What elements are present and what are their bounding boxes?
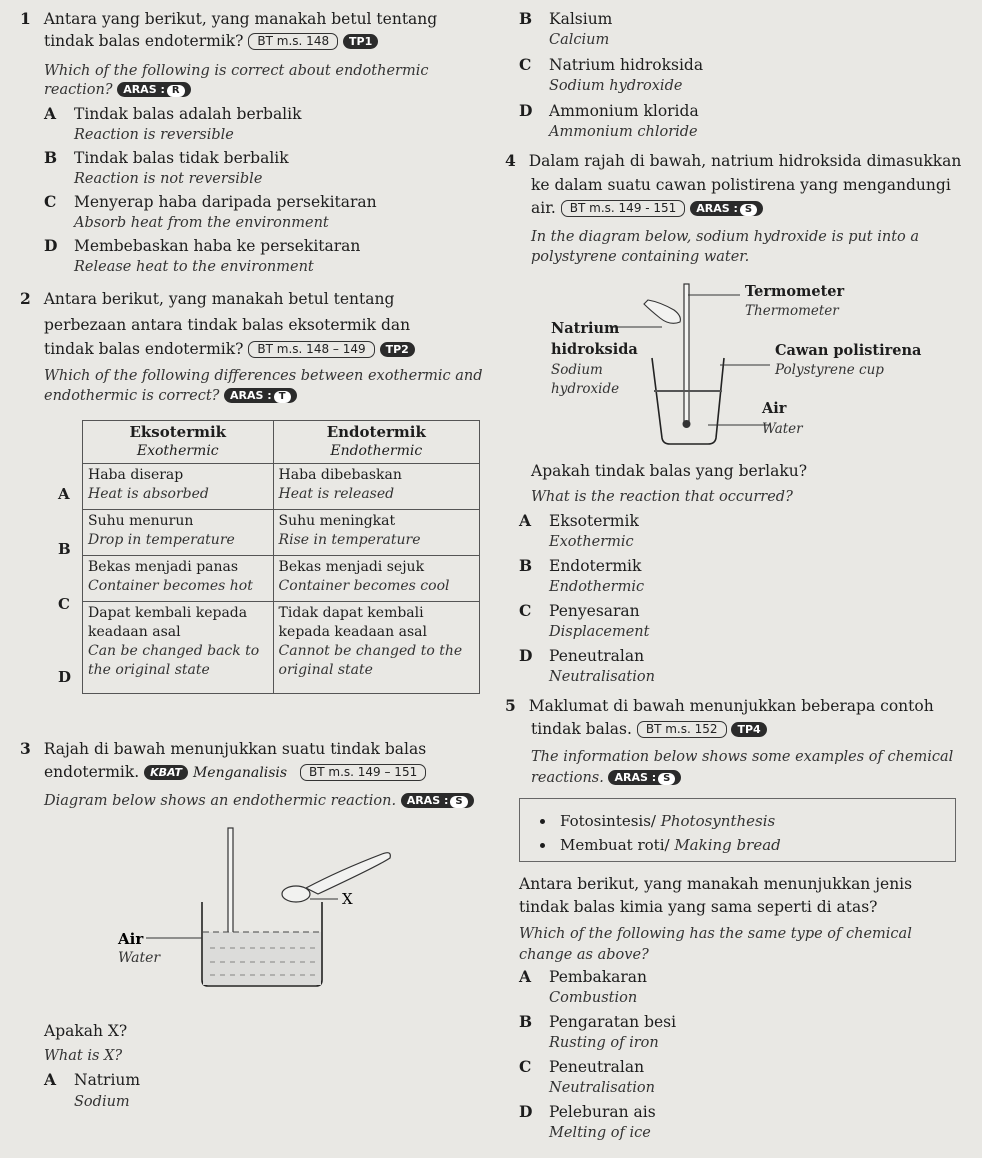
q3-question-ms: Apakah X? bbox=[44, 1022, 128, 1040]
q3-number: 3 bbox=[20, 739, 31, 758]
q1-aras-label: ARAS : bbox=[123, 83, 165, 96]
q4-option-a[interactable] bbox=[519, 510, 959, 532]
cell-en: Heat is absorbed bbox=[88, 486, 209, 502]
q1-cont-option-c[interactable] bbox=[519, 54, 959, 76]
naoh-label-2: hidroksida bbox=[551, 341, 638, 358]
q4-question-ms: Apakah tindak balas yang berlaku? bbox=[531, 462, 808, 480]
q1-aras-level: R bbox=[167, 85, 185, 97]
table-cell bbox=[273, 602, 479, 694]
cell-ms: Haba dibebaskan bbox=[278, 467, 402, 483]
q3-aras-badge bbox=[401, 793, 474, 808]
option-letter: C bbox=[519, 55, 532, 74]
table-cell bbox=[83, 556, 274, 602]
cell-ms: Bekas menjadi sejuk bbox=[278, 559, 425, 575]
option-text-en: Reaction is not reversible bbox=[74, 171, 263, 187]
q4-text-en-2: polystyrene containing water. bbox=[531, 249, 750, 265]
option-letter: C bbox=[519, 1057, 532, 1076]
option-letter: B bbox=[44, 148, 58, 167]
q2-row-letter-d[interactable]: D bbox=[58, 668, 72, 686]
q4-option-b[interactable] bbox=[519, 555, 959, 577]
q1-option-a[interactable] bbox=[44, 103, 484, 125]
spatula-head bbox=[282, 886, 310, 902]
q5-stem bbox=[505, 695, 975, 717]
q5-text-ms-2: tindak balas. bbox=[531, 720, 632, 738]
q4-option-c[interactable] bbox=[519, 600, 959, 622]
table-cell bbox=[273, 464, 479, 510]
q5-bt-tag: BT m.s. 152 bbox=[637, 721, 727, 738]
q5-aras-level: S bbox=[658, 773, 675, 785]
q2-number: 2 bbox=[20, 289, 31, 308]
table-cell bbox=[83, 510, 274, 556]
cell-en: Rise in temperature bbox=[278, 532, 421, 548]
option-letter: C bbox=[519, 601, 532, 620]
cup-label-en: Polystyrene cup bbox=[775, 362, 884, 378]
q4-number: 4 bbox=[505, 151, 516, 170]
q4-aras-level: S bbox=[740, 204, 757, 216]
option-text: Eksotermik bbox=[549, 512, 639, 530]
q4-aras-label: ARAS : bbox=[696, 202, 738, 215]
option-text: Menyerap haba daripada persekitaran bbox=[74, 193, 377, 211]
q3-text-en: Diagram below shows an endothermic reaction. bbox=[44, 793, 397, 809]
cell-en: Can be changed back to the original state bbox=[88, 643, 260, 678]
q1-text-ms-2: tindak balas endotermik? bbox=[44, 32, 244, 50]
cell-en: Drop in temperature bbox=[88, 532, 235, 548]
water-label: Water bbox=[118, 950, 161, 966]
q1-options-continued bbox=[519, 8, 959, 142]
cell-en: Container becomes cool bbox=[278, 578, 450, 594]
q3-text-en-wrap bbox=[44, 791, 504, 811]
option-letter: D bbox=[519, 646, 533, 665]
table-row bbox=[83, 510, 480, 556]
q4-text-ms-1: Dalam rajah di bawah, natrium hidroksida dimasukkan bbox=[528, 152, 962, 170]
option-letter: B bbox=[519, 1012, 533, 1031]
q5-text-en-1: The information below shows some examples of chemical bbox=[531, 749, 954, 765]
water-label: Air bbox=[762, 400, 787, 417]
q2-text-en-2-wrap bbox=[44, 386, 494, 406]
q4-question-en: What is the reaction that occurred? bbox=[531, 489, 793, 505]
header-ms: Endotermik bbox=[326, 423, 426, 441]
option-text-en: Neutralisation bbox=[549, 669, 655, 685]
q2-stem-3 bbox=[44, 338, 494, 360]
q1-option-d[interactable] bbox=[44, 235, 484, 257]
option-text: Tindak balas tidak berbalik bbox=[74, 149, 289, 167]
option-text: Peneutralan bbox=[549, 1058, 645, 1076]
q1-text-en-1: Which of the following is correct about endothermic bbox=[44, 63, 429, 79]
option-letter: D bbox=[44, 236, 58, 255]
q3-aras-label: ARAS : bbox=[406, 794, 449, 807]
q2-aras-badge bbox=[224, 388, 296, 403]
option-text: Tindak balas adalah berbalik bbox=[74, 105, 302, 123]
table-row bbox=[83, 556, 480, 602]
header-en: Endothermic bbox=[330, 443, 423, 459]
q5-option-a[interactable] bbox=[519, 966, 959, 988]
q5-text-ms-1: Maklumat di bawah menunjukkan beberapa contoh bbox=[528, 697, 934, 715]
naoh-label-1: Natrium bbox=[551, 320, 620, 337]
q2-aras-label: ARAS : bbox=[230, 389, 272, 402]
q2-bt-tag: BT m.s. 148 – 149 bbox=[248, 341, 374, 358]
q4-bt-tag: BT m.s. 149 - 151 bbox=[561, 200, 686, 217]
option-text: Natrium bbox=[74, 1071, 141, 1089]
q2-row-letter-b[interactable]: B bbox=[58, 540, 71, 558]
option-letter: C bbox=[44, 192, 57, 211]
q5-question-en-2: change as above? bbox=[519, 947, 649, 963]
option-text: Peleburan ais bbox=[549, 1103, 656, 1121]
q4-text-ms-3: air. bbox=[531, 199, 556, 217]
q3-bt-tag: BT m.s. 149 – 151 bbox=[300, 764, 426, 781]
q3-kbat-badge: KBAT bbox=[144, 765, 188, 780]
option-text: Pengaratan besi bbox=[549, 1013, 677, 1031]
table-cell bbox=[273, 556, 479, 602]
q3-stem-2 bbox=[44, 761, 504, 784]
air-label: Air bbox=[118, 930, 144, 948]
option-text: Kalsium bbox=[549, 10, 613, 28]
item-en: Making bread bbox=[674, 836, 781, 854]
q1-option-b[interactable] bbox=[44, 147, 484, 169]
q3-skill: Menganalisis bbox=[192, 765, 288, 781]
thermometer-label-en: Thermometer bbox=[745, 303, 839, 319]
q1-cont-option-d[interactable] bbox=[519, 100, 959, 122]
option-text: Peneutralan bbox=[549, 647, 645, 665]
q4-aras-badge bbox=[690, 201, 763, 216]
q1-text-ms: Antara yang berikut, yang manakah betul tentang bbox=[43, 10, 438, 28]
option-text-en: Combustion bbox=[549, 990, 638, 1006]
q1-cont-option-b[interactable] bbox=[519, 8, 959, 30]
table-cell bbox=[83, 464, 274, 510]
q3-option-a-en: Sodium bbox=[74, 1094, 130, 1110]
q4-text-en-1: In the diagram below, sodium hydroxide is put into a bbox=[531, 229, 920, 245]
option-letter: A bbox=[519, 967, 532, 986]
q5-text-en-2-wrap bbox=[531, 768, 971, 788]
cell-en: Heat is released bbox=[278, 486, 395, 502]
q2-text-ms-2: perbezaan antara tindak balas eksotermik dan bbox=[44, 316, 411, 334]
q5-option-c[interactable] bbox=[519, 1056, 959, 1078]
q5-question-ms-2: tindak balas kimia yang sama seperti di atas? bbox=[519, 898, 878, 916]
q4-stem-3 bbox=[531, 197, 981, 219]
option-text-en: Rusting of iron bbox=[549, 1035, 659, 1051]
q2-text-ms-3: tindak balas endotermik? bbox=[44, 340, 244, 358]
header-en: Exothermic bbox=[136, 443, 219, 459]
list-item bbox=[556, 809, 955, 833]
q5-option-d[interactable] bbox=[519, 1101, 959, 1123]
q3-text-ms-2: endotermik. bbox=[44, 763, 140, 781]
option-text-en: Neutralisation bbox=[549, 1080, 655, 1096]
option-text: Penyesaran bbox=[549, 602, 640, 620]
q1-options bbox=[44, 103, 484, 277]
header-ms: Eksotermik bbox=[129, 423, 227, 441]
q3-text-ms-1: Rajah di bawah menunjukkan suatu tindak balas bbox=[43, 740, 427, 758]
q1-text-en-2-wrap bbox=[44, 80, 494, 100]
q5-aras-badge bbox=[608, 770, 681, 785]
beaker-water bbox=[203, 932, 321, 985]
option-text: Endotermik bbox=[549, 557, 642, 575]
q1-text-en-2: reaction? bbox=[44, 82, 113, 98]
q5-tp-badge: TP4 bbox=[731, 722, 766, 737]
cell-ms: Suhu meningkat bbox=[278, 513, 396, 529]
q1-stem bbox=[20, 8, 490, 30]
q2-row-letter-a[interactable]: A bbox=[58, 485, 70, 503]
item-en: Photosynthesis bbox=[660, 812, 776, 830]
q4-stem bbox=[505, 150, 975, 172]
option-letter: B bbox=[519, 9, 533, 28]
option-text-en: Absorb heat from the environment bbox=[74, 215, 329, 231]
q3-question-en: What is X? bbox=[44, 1048, 123, 1064]
q4-option-d[interactable] bbox=[519, 645, 959, 667]
cell-ms: Suhu menurun bbox=[88, 513, 194, 529]
q1-aras-badge bbox=[117, 82, 190, 97]
q5-options bbox=[519, 966, 959, 1143]
option-text-en: Exothermic bbox=[549, 534, 634, 550]
q2-tp-badge: TP2 bbox=[380, 342, 415, 357]
cell-ms: Dapat kembali kepada keadaan asal bbox=[88, 605, 248, 640]
q2-stem bbox=[20, 288, 490, 310]
option-letter: D bbox=[519, 1102, 533, 1121]
q3-stem bbox=[20, 738, 500, 760]
option-letter: D bbox=[519, 101, 533, 120]
option-text-en: Reaction is reversible bbox=[74, 127, 234, 143]
option-text: Membebaskan haba ke persekitaran bbox=[74, 237, 361, 255]
q1-number: 1 bbox=[20, 9, 31, 28]
q2-aras-level: T bbox=[274, 391, 291, 403]
option-letter: B bbox=[519, 556, 533, 575]
q5-question-en-1: Which of the following has the same type of chemical bbox=[519, 926, 912, 942]
item-ms: Membuat roti/ bbox=[560, 836, 670, 854]
naoh-label-en-1: Sodium bbox=[551, 362, 603, 378]
q2-text-en-1: Which of the following differences between exothermic and bbox=[44, 368, 483, 384]
q5-aras-label: ARAS : bbox=[614, 771, 657, 784]
cell-ms: Tidak dapat kembali kepada keadaan asal bbox=[278, 605, 427, 640]
cell-ms: Haba diserap bbox=[88, 467, 184, 483]
q5-text-en-2: reactions. bbox=[531, 770, 604, 786]
item-ms: Fotosintesis/ bbox=[560, 812, 656, 830]
cell-en: Cannot be changed to the original state bbox=[278, 643, 463, 678]
table-cell bbox=[273, 510, 479, 556]
table-header-endo bbox=[273, 421, 479, 464]
q3-option-a[interactable]: A Natrium bbox=[44, 1070, 141, 1089]
list-item bbox=[556, 833, 955, 857]
naoh-label-en-2: hydroxide bbox=[551, 381, 620, 397]
option-text-en: Calcium bbox=[549, 32, 610, 48]
cell-ms: Bekas menjadi panas bbox=[88, 559, 239, 575]
cell-en: Container becomes hot bbox=[88, 578, 253, 594]
cup-label: Cawan polistirena bbox=[775, 342, 922, 359]
q1-tp-badge: TP1 bbox=[343, 34, 378, 49]
q5-number: 5 bbox=[505, 696, 516, 715]
water-label-en: Water bbox=[762, 421, 803, 437]
q3-aras-level: S bbox=[450, 796, 467, 808]
option-text-en: Sodium hydroxide bbox=[549, 78, 683, 94]
q5-question-ms-1: Antara berikut, yang manakah menunjukkan jenis bbox=[519, 875, 913, 893]
q3-diagram bbox=[110, 810, 430, 1000]
option-text-en: Ammonium chloride bbox=[549, 124, 698, 140]
q5-stem-2 bbox=[531, 718, 971, 740]
q5-info-box bbox=[519, 798, 956, 862]
q2-text-en-2: endothermic is correct? bbox=[44, 388, 220, 404]
thermometer-label: Termometer bbox=[745, 283, 845, 300]
x-label: X bbox=[342, 890, 353, 908]
option-text-en: Endothermic bbox=[549, 579, 645, 595]
option-text-en: Release heat to the environment bbox=[74, 259, 314, 275]
spatula-icon bbox=[306, 853, 390, 894]
option-text: Pembakaran bbox=[549, 968, 648, 986]
table-cell bbox=[83, 602, 274, 694]
q4-options bbox=[519, 510, 959, 687]
table-row bbox=[83, 464, 480, 510]
q1-option-c[interactable] bbox=[44, 191, 484, 213]
q1-stem-2 bbox=[44, 30, 494, 52]
option-letter: A bbox=[519, 511, 532, 530]
option-text-en: Displacement bbox=[549, 624, 650, 640]
table-header-exo bbox=[83, 421, 274, 464]
option-text: Ammonium klorida bbox=[549, 102, 699, 120]
q5-option-b[interactable] bbox=[519, 1011, 959, 1033]
option-text: Natrium hidroksida bbox=[549, 56, 704, 74]
q2-row-letter-c[interactable]: C bbox=[58, 595, 70, 613]
table-row bbox=[83, 602, 480, 694]
q2-comparison-table bbox=[82, 420, 480, 694]
q2-text-ms-1: Antara berikut, yang manakah betul tentang bbox=[43, 290, 395, 308]
option-text-en: Melting of ice bbox=[549, 1125, 651, 1141]
option-letter: A bbox=[44, 104, 57, 123]
table-header-row bbox=[83, 421, 480, 464]
q4-text-ms-2: ke dalam suatu cawan polistirena yang mengandungi bbox=[531, 176, 951, 194]
q1-bt-tag: BT m.s. 148 bbox=[248, 33, 338, 50]
